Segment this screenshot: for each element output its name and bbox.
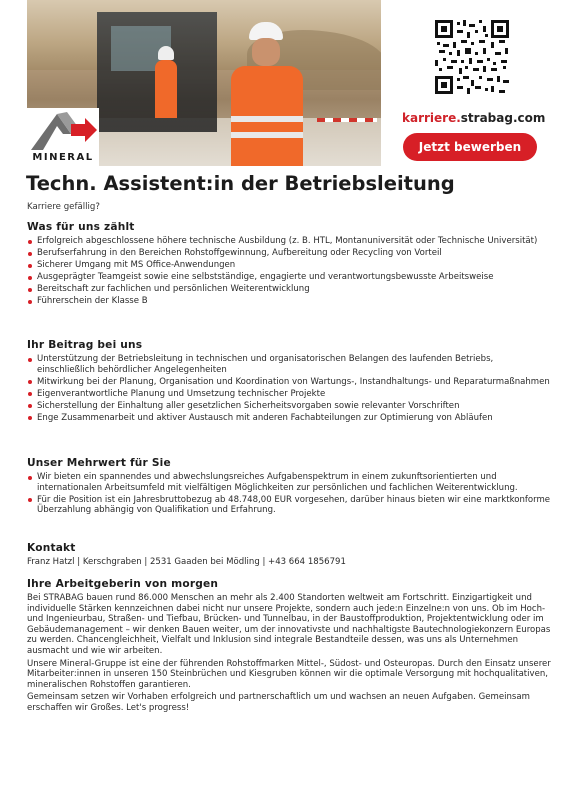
list-item: Eigenverantwortliche Planung und Umsetzung technischer Projekte: [27, 389, 552, 400]
section-heading: Kontakt: [27, 542, 76, 554]
site-domain: strabag.com: [460, 111, 546, 125]
employer-paragraph: Gemeinsam setzen wir Vorhaben erfolgreich und partnerschaftlich um und wachsen an neuen Aufgaben. Gemeinsam erschaffen wir Großes. Let's progress!: [27, 692, 530, 713]
list-item: Berufserfahrung in den Bereichen Rohstoffgewinnung, Aufbereitung oder Recycling von Vorteil: [27, 248, 552, 259]
qr-code-icon[interactable]: [435, 20, 509, 94]
section-heading: Was für uns zählt: [27, 221, 135, 233]
list-item: Sicherstellung der Einhaltung aller gesetzlichen Sicherheitsvorgaben sowie relevanter Vorschriften: [27, 401, 552, 412]
responsibilities-list: [27, 354, 552, 424]
section-responsibilities: [27, 339, 552, 425]
section-heading: Unser Mehrwert für Sie: [27, 457, 171, 469]
section-contact: [27, 542, 552, 570]
benefits-list: [27, 472, 552, 516]
list-item: Ausgeprägter Teamgeist sowie eine selbstständige, engagierte und verantwortungsbewusste Arbeitsweise: [27, 272, 552, 283]
list-item: Wir bieten ein spannendes und abwechslungsreiches Aufgabenspektrum in einem zukunftsorientierten und internationalen Arbeitsumfeld mit vielfältigen Möglichkeiten zur persönlichen und fachlichen Weiterentwicklung.: [27, 472, 552, 493]
job-subtitle: Karriere gefällig?: [27, 202, 100, 212]
section-requirements: [27, 221, 552, 309]
safety-vest: [231, 66, 303, 166]
list-item: Bereitschaft zur fachlichen und persönlichen Weiterentwicklung: [27, 284, 552, 295]
section-benefits: [27, 457, 552, 517]
site-prefix: karriere.: [402, 111, 461, 125]
worker-face: [252, 38, 280, 66]
employer-paragraph: Unsere Mineral-Gruppe ist eine der führenden Rohstoffmarken Mittel-, Südost- und Osteuropas. Durch den Einsatz unserer Mitarbeiter:innen in unseren 150 Steinbrüchen und Kiesgruben können wir die optimale Versorgung mit hochqualitativen, mineralischen Rohstoffen garantieren.: [27, 658, 551, 690]
career-site-link[interactable]: [402, 111, 545, 125]
apply-button[interactable]: Jetzt bewerben: [403, 133, 537, 161]
list-item: Erfolgreich abgeschlossene höhere technische Ausbildung (z. B. HTL, Montanuniversität oder Technische Universität): [27, 236, 552, 247]
background-worker: [155, 60, 177, 118]
list-item: Mitwirkung bei der Planung, Organisation und Koordination von Wartungs-, Instandhaltungs- und Reparaturmaßnahmen: [27, 377, 552, 388]
logo-text: MINERAL: [32, 152, 94, 163]
worker-with-helmet: [219, 22, 309, 166]
safety-barrier: [317, 118, 377, 122]
list-item: Unterstützung der Betriebsleitung in technischen und organisatorischen Belangen des laufenden Betriebs, einschließlich behördlicher Angelegenheiten: [27, 354, 552, 375]
list-item: Sicherer Umgang mit MS Office-Anwendungen: [27, 260, 552, 271]
section-heading: Ihre Arbeitgeberin von morgen: [27, 578, 219, 590]
contact-line[interactable]: Franz Hatzl | Kerschgraben | 2531 Gaaden bei Mödling | +43 664 1856791: [27, 557, 346, 567]
requirements-list: [27, 236, 552, 307]
job-title: Techn. Assistent:in der Betriebsleitung: [26, 172, 455, 195]
employer-paragraph: Bei STRABAG bauen rund 86.000 Menschen an mehr als 2.400 Standorten weltweit am Fortschritt. Einzigartigkeit und individuelle Stärken kennzeichnen dabei nicht nur unsere Projekte, sondern auch jede:n Einzelne:n von uns. Ob im Hoch- und Ingenieurbau, Straßen- und Tiefbau, Brücken- und Tunnelbau, in der Baustoffproduktion, Projektentwicklung oder im Gebäudemanagement – wir denken Bauen weiter, um der innovativste und nachhaltigste Bautechnologiekonzern Europas zu werden. Chancengleichheit, Vielfalt und Inklusion sind integrale Bestandteile dessen, was uns als Unternehmen ausmacht und wie wir arbeiten.: [27, 593, 551, 656]
section-employer: [27, 578, 552, 716]
list-item: Für die Position ist ein Jahresbruttobezug ab 48.748,00 EUR vorgesehen, darüber hinaus bieten wir eine marktkonforme Überzahlung abhängig von Qualifikation und Erfahrung.: [27, 495, 552, 516]
list-item: Führerschein der Klasse B: [27, 296, 552, 307]
list-item: Enge Zusammenarbeit und aktiver Austausch mit anderen Fachabteilungen zur Optimierung von Abläufen: [27, 413, 552, 424]
section-heading: Ihr Beitrag bei uns: [27, 339, 143, 351]
